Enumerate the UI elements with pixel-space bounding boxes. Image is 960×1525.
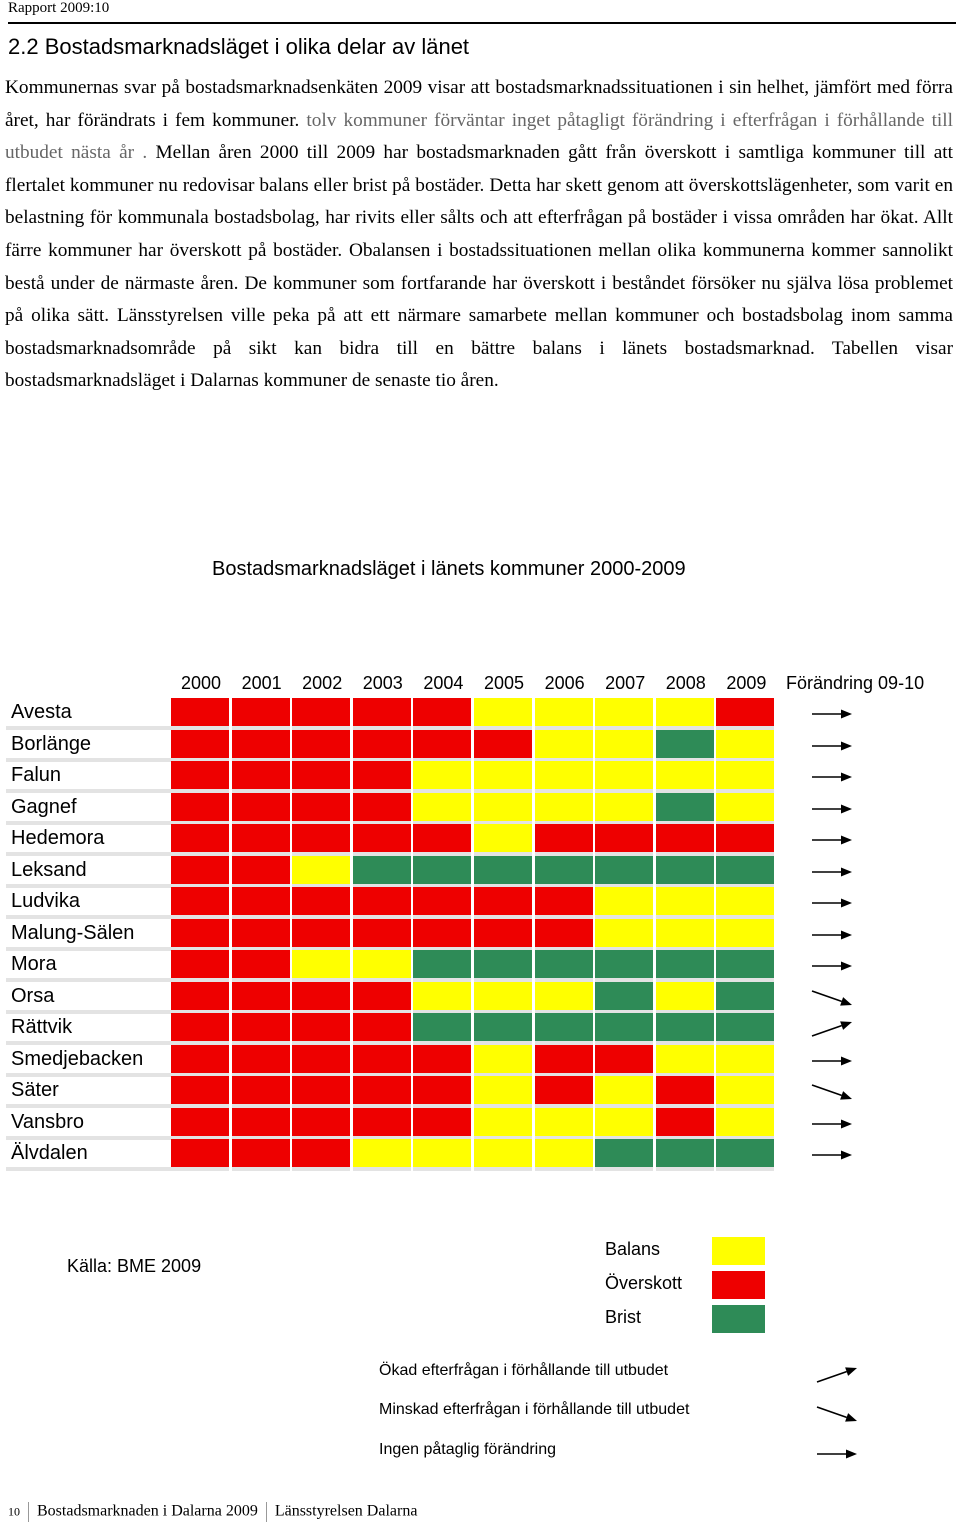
heatmap-cell [171, 982, 229, 1014]
legend-arrow-icon [815, 1399, 861, 1429]
footer-publication: Bostadsmarknaden i Dalarna 2009 [37, 1502, 258, 1520]
heatmap-cell [292, 1045, 350, 1077]
heatmap-cell [535, 887, 593, 919]
heatmap-cell [716, 1013, 774, 1045]
heatmap-cell [716, 1139, 774, 1171]
legend-swatch [712, 1271, 765, 1299]
heatmap-cell [716, 698, 774, 730]
heatmap-cell [716, 856, 774, 888]
heatmap-cell [716, 887, 774, 919]
municipality-label: Borlänge [6, 730, 171, 762]
heatmap-cell [716, 950, 774, 982]
heatmap-cell [232, 1045, 290, 1077]
change-arrow-icon [810, 704, 856, 724]
municipality-label: Falun [6, 761, 171, 793]
municipality-label: Ludvika [6, 887, 171, 919]
heatmap-cell [353, 1108, 411, 1140]
heatmap-cell [474, 793, 532, 825]
heatmap-cell [292, 793, 350, 825]
heatmap-cell [292, 982, 350, 1014]
heatmap-cell [474, 824, 532, 856]
heatmap-cell [413, 982, 471, 1014]
heatmap-cell [232, 698, 290, 730]
municipality-label: Hedemora [6, 824, 171, 856]
heatmap-cell [595, 1108, 653, 1140]
heatmap-cell [595, 982, 653, 1014]
heatmap-cell [535, 1076, 593, 1108]
heatmap-cell [292, 761, 350, 793]
heatmap-cell [716, 1108, 774, 1140]
municipality-label: Mora [6, 950, 171, 982]
heatmap-cell [171, 793, 229, 825]
municipality-label: Malung-Sälen [6, 919, 171, 951]
heatmap-cell [656, 1108, 714, 1140]
heatmap-cell [232, 1076, 290, 1108]
heatmap-cell [171, 919, 229, 951]
header-rule [8, 22, 956, 24]
heatmap-cell [716, 730, 774, 762]
heatmap-cell [353, 730, 411, 762]
heatmap-cell [656, 824, 714, 856]
heatmap-cell [171, 856, 229, 888]
heatmap-cell [171, 887, 229, 919]
intro-part-1: Kommunernas svar på bostadsmarknadsenkäten 2009 visar att bostadsmarknadssituationen i sin helhet, jämfört med förra året, har förändrats i fem kommuner. [5, 77, 953, 131]
heatmap-cell [292, 950, 350, 982]
heatmap-cell [474, 887, 532, 919]
legend-arrow-icon [815, 1439, 861, 1469]
heatmap-cell [413, 793, 471, 825]
heatmap-cell [474, 982, 532, 1014]
heatmap-cell [232, 982, 290, 1014]
heatmap-cell [171, 824, 229, 856]
heatmap-cell [595, 1013, 653, 1045]
heatmap-cell [595, 730, 653, 762]
heatmap-cell [535, 730, 593, 762]
footer-organization: Länsstyrelsen Dalarna [274, 1502, 418, 1520]
change-arrow-icon [810, 1019, 856, 1039]
heatmap-cell [595, 824, 653, 856]
heatmap-cell [595, 950, 653, 982]
heatmap-cell [656, 919, 714, 951]
heatmap-cell [413, 1076, 471, 1108]
heatmap-cell [535, 761, 593, 793]
heatmap-cell [474, 919, 532, 951]
heatmap-cell [232, 856, 290, 888]
heatmap-cell [656, 887, 714, 919]
heatmap-cell [171, 1013, 229, 1045]
year-header: 2007 [605, 673, 646, 693]
heatmap-cell [535, 824, 593, 856]
heatmap-cell [413, 919, 471, 951]
municipality-label: Älvdalen [6, 1139, 171, 1171]
year-header: 2008 [665, 673, 706, 693]
change-header: Förändring 09-10 [786, 673, 925, 693]
heatmap-cell [474, 1076, 532, 1108]
municipality-label: Leksand [6, 856, 171, 888]
heatmap-cell [474, 730, 532, 762]
heatmap-cell [656, 1013, 714, 1045]
municipality-label: Avesta [6, 698, 171, 730]
legend-swatch [712, 1237, 765, 1265]
heatmap-cell [474, 1139, 532, 1171]
heatmap-cell [292, 824, 350, 856]
legend-arrow-label: Ingen påtaglig förändring [379, 1441, 557, 1458]
heatmap-cell [292, 698, 350, 730]
municipality-label: Vansbro [6, 1108, 171, 1140]
change-arrow-icon [810, 830, 856, 850]
footer-separator [266, 1502, 267, 1522]
year-header: 2001 [241, 673, 282, 693]
heatmap-cell [353, 1013, 411, 1045]
heatmap-cell [595, 887, 653, 919]
year-header: 2002 [302, 673, 343, 693]
heatmap-cell [171, 761, 229, 793]
heatmap-cell [413, 730, 471, 762]
heatmap-cell [232, 793, 290, 825]
year-header: 2005 [483, 673, 525, 693]
heatmap-cell [292, 1108, 350, 1140]
report-header: Rapport 2009:10 [8, 0, 110, 16]
heatmap-cell [595, 1076, 653, 1108]
legend-arrow-label: Minskad efterfrågan i förhållande till utbudet [379, 1401, 690, 1418]
year-header: 2009 [726, 673, 767, 693]
heatmap-cell [292, 1013, 350, 1045]
heatmap-cell [292, 919, 350, 951]
heatmap-cell [413, 1139, 471, 1171]
heatmap-cell [595, 698, 653, 730]
change-arrow-icon [810, 956, 856, 976]
municipality-label: Smedjebacken [6, 1045, 171, 1077]
legend-arrow-label: Ökad efterfrågan i förhållande till utbudet [379, 1362, 669, 1379]
heatmap-cell [595, 793, 653, 825]
heatmap-cell [171, 1076, 229, 1108]
heatmap-cell [595, 1139, 653, 1171]
heatmap-cell [716, 761, 774, 793]
heatmap-cell [232, 1108, 290, 1140]
municipality-label: Säter [6, 1076, 171, 1108]
legend-label: Överskott [605, 1273, 683, 1293]
heatmap-cell [413, 856, 471, 888]
heatmap-cell [716, 1045, 774, 1077]
heatmap-cell [474, 1108, 532, 1140]
heatmap-cell [656, 793, 714, 825]
legend-label: Brist [605, 1307, 641, 1327]
heatmap-cell [413, 1045, 471, 1077]
heatmap-cell [413, 1108, 471, 1140]
heatmap-cell [292, 1139, 350, 1171]
heatmap-cell [171, 1108, 229, 1140]
heatmap-cell [232, 919, 290, 951]
legend-label: Balans [605, 1239, 661, 1259]
heatmap-cell [595, 919, 653, 951]
heatmap-cell [292, 856, 350, 888]
heatmap-cell [232, 1139, 290, 1171]
heatmap-cell [171, 698, 229, 730]
change-arrow-icon [810, 925, 856, 945]
change-arrow-icon [810, 1145, 856, 1165]
heatmap-cell [292, 887, 350, 919]
heatmap-cell [656, 950, 714, 982]
heatmap-cell [353, 887, 411, 919]
heatmap-cell [595, 761, 653, 793]
heatmap-cell [232, 730, 290, 762]
heatmap-cell [535, 856, 593, 888]
heatmap-cell [171, 950, 229, 982]
change-arrow-icon [810, 736, 856, 756]
intro-part-3: Mellan åren 2000 till 2009 har bostadsmarknaden gått från överskott i samtliga kommuner till att flertalet kommuner nu redovisar balans eller brist på bostäder. Detta har skett genom att överskottslägenheter, som varit en belastning för kommunala bostadsbolag, har rivits eller sålts och att efterfrågan på bostäder i vissa områden har ökat. Allt färre kommuner har överskott på bostäder. Obalansen i bostadssituationen mellan olika kommunerna kommer sannolikt bestå under de närmaste åren. De kommuner som fortfarande har överskott i beståndet försöker nu själva lösa problemet på olika sätt. Länsstyrelsen ville peka på att ett närmare samarbete mellan kommuner och bostadsbolag inom samma bostadsmarknadsområde på sikt kan bidra till en bättre balans i länets bostadsmarknad. Tabellen visar bostadsmarknadsläget i Dalarnas kommuner de senaste tio åren. [5, 142, 953, 392]
municipality-label: Orsa [6, 982, 171, 1014]
heatmap-cell [535, 793, 593, 825]
heatmap-cell [353, 1045, 411, 1077]
heatmap-cell [474, 1045, 532, 1077]
change-arrow-icon [810, 862, 856, 882]
heatmap-cell [413, 698, 471, 730]
year-header: 2006 [544, 673, 585, 693]
heatmap-cell [232, 761, 290, 793]
intro-paragraph [5, 72, 953, 398]
heatmap-cell [474, 856, 532, 888]
heatmap-cell [535, 950, 593, 982]
heatmap-cell [535, 698, 593, 730]
heatmap-cell [595, 856, 653, 888]
heatmap-cell [232, 824, 290, 856]
heatmap-cell [353, 1076, 411, 1108]
heatmap-cell [656, 982, 714, 1014]
heatmap-cell [595, 1045, 653, 1077]
heatmap-cell [535, 1045, 593, 1077]
heatmap-cell [413, 1013, 471, 1045]
heatmap-cell [353, 1139, 411, 1171]
heatmap-cell [716, 919, 774, 951]
heatmap-cell [474, 1013, 532, 1045]
heatmap-cell [353, 919, 411, 951]
heatmap-cell [716, 982, 774, 1014]
heatmap-cell [171, 730, 229, 762]
heatmap-cell [171, 1139, 229, 1171]
change-arrow-icon [810, 767, 856, 787]
year-header: 2003 [362, 673, 403, 693]
year-header: 2004 [423, 673, 464, 693]
legend-arrow-icon [815, 1360, 861, 1390]
heatmap-cell [353, 698, 411, 730]
page-footer [8, 1502, 417, 1522]
footer-separator [28, 1502, 29, 1522]
heatmap-cell [292, 730, 350, 762]
heatmap-cell [232, 887, 290, 919]
heatmap-cell [171, 1045, 229, 1077]
heatmap-cell [353, 856, 411, 888]
change-arrow-icon [810, 1114, 856, 1134]
year-header: 2000 [180, 673, 222, 693]
heatmap-cell [413, 887, 471, 919]
heatmap-cell [535, 982, 593, 1014]
heatmap-cell [413, 761, 471, 793]
chart-title: Bostadsmarknadsläget i länets kommuner 2000-2009 [212, 558, 686, 580]
heatmap-cell [535, 1013, 593, 1045]
heatmap-cell [716, 1076, 774, 1108]
source-note: Källa: BME 2009 [67, 1256, 202, 1276]
heatmap-cell [656, 1045, 714, 1077]
heatmap-cell [353, 761, 411, 793]
heatmap-cell [353, 824, 411, 856]
heatmap-cell [413, 824, 471, 856]
change-arrow-icon [810, 893, 856, 913]
heatmap-cell [656, 698, 714, 730]
heatmap-cell [474, 950, 532, 982]
section-title: 2.2 Bostadsmarknadsläget i olika delar av länet [8, 34, 470, 59]
heatmap-cell [474, 761, 532, 793]
heatmap-cell [535, 1139, 593, 1171]
heatmap-cell [353, 982, 411, 1014]
municipality-label: Rättvik [6, 1013, 171, 1045]
change-arrow-icon [810, 1082, 856, 1102]
heatmap-cell [656, 1139, 714, 1171]
change-arrow-icon [810, 799, 856, 819]
municipality-label: Gagnef [6, 793, 171, 825]
heatmap-cell [353, 950, 411, 982]
page-number: 10 [8, 1504, 20, 1519]
heatmap-cell [716, 793, 774, 825]
heatmap-cell [656, 761, 714, 793]
heatmap-cell [232, 950, 290, 982]
heatmap-cell [656, 1076, 714, 1108]
heatmap-cell [656, 856, 714, 888]
heatmap-cell [413, 950, 471, 982]
heatmap-cell [716, 824, 774, 856]
heatmap-cell [232, 1013, 290, 1045]
heatmap-cell [292, 1076, 350, 1108]
heatmap-cell [535, 1108, 593, 1140]
heatmap-cell [353, 793, 411, 825]
heatmap-cell [656, 730, 714, 762]
heatmap-cell [535, 919, 593, 951]
heatmap-cell [474, 698, 532, 730]
intro-part-2: tolv kommuner förväntar inget påtagligt förändring i efterfrågan i förhållande till utbudet nästa år . [5, 109, 953, 164]
change-arrow-icon [810, 988, 856, 1008]
change-arrow-icon [810, 1051, 856, 1071]
legend-swatch [712, 1305, 765, 1333]
